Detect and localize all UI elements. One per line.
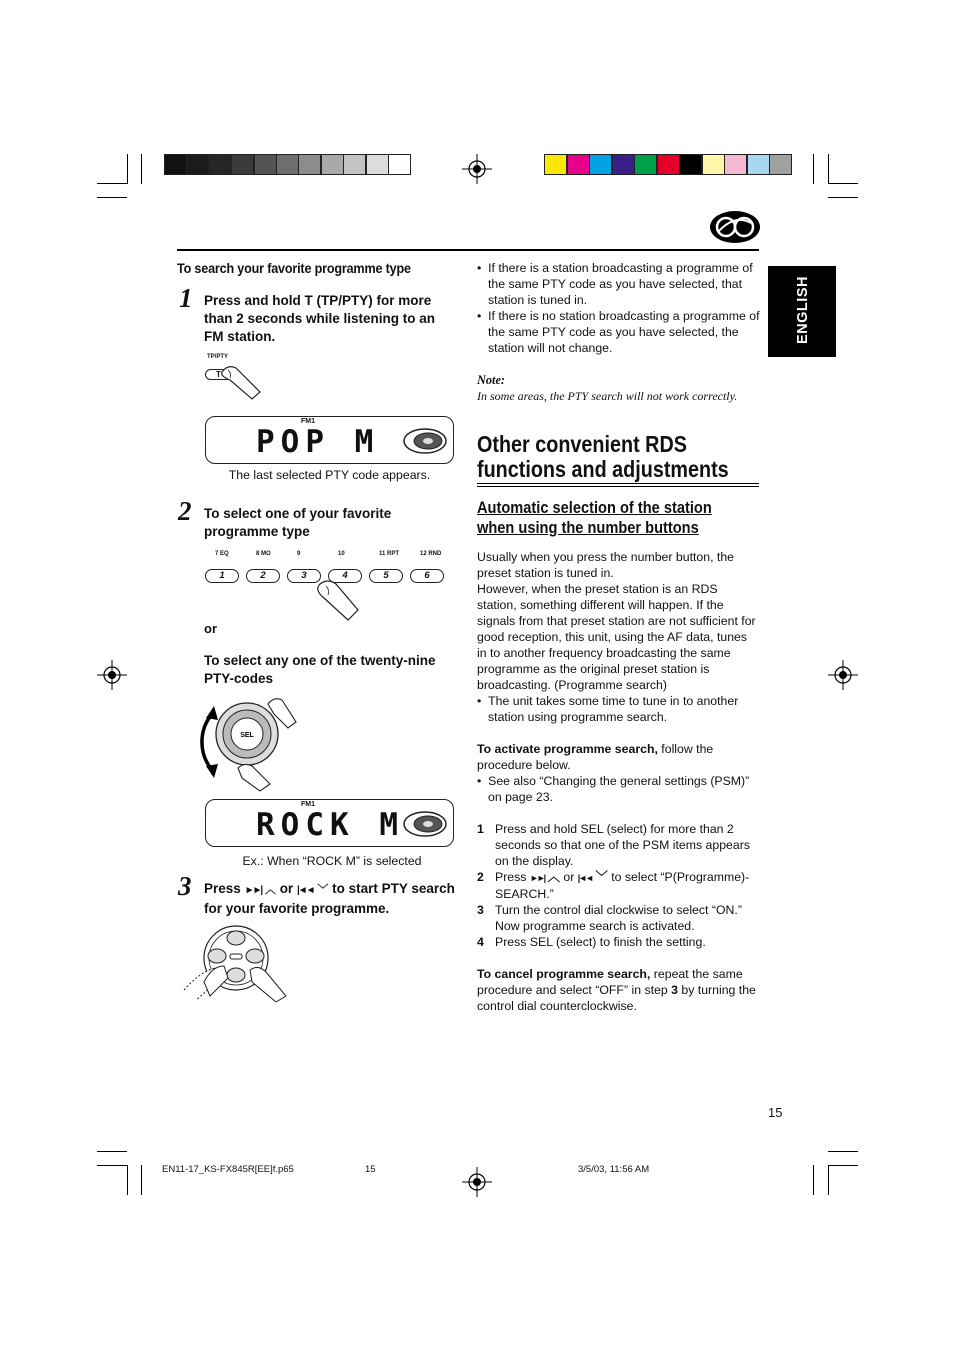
color-swatch [544, 154, 567, 175]
step-item: 4 Press SEL (select) to finish the setting. [477, 935, 706, 949]
step-number: 3 [178, 871, 192, 901]
color-swatch [702, 154, 725, 175]
crop-mark [828, 183, 858, 184]
up-chevron-icon: ︿ [264, 884, 276, 896]
top-rule [177, 249, 759, 251]
prev-track-icon: |◄◄ [577, 873, 593, 883]
color-swatch [679, 154, 702, 175]
disc-icon [402, 810, 448, 838]
color-swatch [747, 154, 770, 175]
subsection-title: Automatic selection of the station when using the number buttons [477, 498, 712, 537]
registration-mark-icon [828, 660, 858, 690]
step-text: To select one of your favorite programme type [204, 506, 392, 539]
lcd-text: POP M [256, 424, 380, 460]
crop-mark [813, 1165, 814, 1195]
page-number: 15 [768, 1105, 783, 1120]
lcd-text: ROCK M [256, 807, 404, 843]
crop-mark [828, 197, 858, 198]
step-text: Press and hold T (TP/PTY) for more than 2 seconds while listening to an FM station. [204, 293, 436, 344]
numbered-steps [477, 821, 759, 950]
finger-press-icon [218, 362, 266, 400]
activate-instructions: To activate programme search, follow the procedure below. • See also “Changing the general settings (PSM)” on page 23. [477, 742, 750, 804]
lcd-display-pop [205, 416, 454, 464]
crop-mark [813, 154, 814, 184]
registration-mark-icon [462, 154, 492, 184]
crop-mark [97, 183, 127, 184]
preset-button-1[interactable]: 1 [205, 569, 239, 583]
finger-press-icon [310, 578, 362, 622]
color-swatch [634, 154, 657, 175]
next-track-icon: ►►| [529, 873, 545, 883]
gray-swatch [276, 154, 299, 175]
footer-page: 15 [365, 1164, 376, 1175]
note-text: In some areas, the PTY search will not work correctly. [477, 389, 738, 403]
preset-button-4[interactable]: 4 [328, 569, 362, 583]
gray-swatch [298, 154, 321, 175]
or-text: or [204, 621, 217, 636]
preset-alt-label: 9 [297, 551, 301, 557]
disc-icon [402, 427, 448, 455]
dial-label: SEL [240, 732, 254, 739]
gray-swatch [366, 154, 389, 175]
preset-button-5[interactable]: 5 [369, 569, 403, 583]
color-swatch [724, 154, 747, 175]
display-caption: Ex.: When “ROCK M” is selected [242, 854, 422, 868]
crop-mark [828, 1151, 858, 1152]
paragraph: Usually when you press the number button, the preset station is tuned in. However, when the preset station is an RDS station, something different will happen. If the signals from that preset station are not sufficient for good reception, this unit, using the AF data, tunes in to another frequency broadcasting the same programme as the original preset station is broadcasting. (Programme search) • The unit takes some time to tune in to another station using programme search. [477, 550, 756, 724]
language-tab [768, 266, 836, 357]
color-swatch [567, 154, 590, 175]
gray-swatch [164, 154, 187, 175]
step-item: 1 Press and hold SEL (select) for more than 2 seconds so that one of the PSM items appears on the display. [477, 822, 750, 868]
preset-button-2[interactable]: 2 [246, 569, 280, 583]
gray-swatch [186, 154, 209, 175]
step-item: 3 Turn the control dial clockwise to select “ON.” Now programme search is activated. [477, 903, 742, 933]
preset-alt-label: 7 EQ [215, 551, 229, 557]
footer-date: 3/5/03, 11:56 AM [578, 1164, 650, 1175]
section-heading: To search your favorite programme type [177, 260, 411, 276]
preset-alt-label: 12 RND [420, 551, 442, 557]
crop-mark [127, 1165, 128, 1195]
gray-swatch [254, 154, 277, 175]
crop-mark [828, 1165, 829, 1195]
preset-alt-label: 11 RPT [379, 551, 400, 557]
note-label: Note: [477, 373, 505, 387]
crop-mark [828, 154, 829, 184]
color-swatch [612, 154, 635, 175]
crop-mark [97, 1165, 127, 1166]
down-chevron-icon: ﹀ [317, 884, 329, 896]
tp-pty-label: TP/PTY [207, 354, 229, 360]
color-swatch [589, 154, 612, 175]
step-number: 2 [178, 496, 192, 526]
crop-mark [127, 154, 128, 184]
step-text: Press ►►| ︿ or |◄◄ ﹀ to start PTY search for your favorite programme. [204, 881, 455, 916]
bullet-item: • If there is a station broadcasting a programme of the same PTY code as you have selected, that station is tuned in. [477, 261, 753, 307]
crop-mark [97, 1151, 127, 1152]
crop-mark [141, 154, 142, 184]
cursor-pad-icon[interactable] [182, 920, 292, 1002]
lcd-display-rock [205, 799, 454, 847]
preset-alt-label: 10 [338, 551, 345, 557]
step-text: To select any one of the twenty-nine PTY-codes [204, 653, 436, 686]
next-track-icon: ►►| [244, 885, 262, 896]
gray-swatch [231, 154, 254, 175]
section-title: Other convenient RDS functions and adjustments [477, 431, 729, 482]
gray-swatch [321, 154, 344, 175]
cancel-instructions: To cancel programme search, repeat the same procedure and select “OFF” in step 3 by turning the control dial counterclockwise. [477, 967, 756, 1013]
registration-mark-icon [97, 660, 127, 690]
color-swatch [769, 154, 792, 175]
display-caption: The last selected PTY code appears. [228, 468, 431, 482]
language-tab-label: ENGLISH [795, 276, 811, 344]
registration-mark-icon [462, 1167, 492, 1197]
control-dial-icon[interactable] [200, 692, 300, 792]
down-chevron-icon: ﹀ [595, 870, 608, 884]
gray-swatch [209, 154, 232, 175]
footer-filename: EN11-17_KS-FX845R[EE]f.p65 [162, 1164, 294, 1175]
prev-track-icon: |◄◄ [296, 885, 314, 896]
t-button: T [205, 369, 232, 380]
gray-swatch [388, 154, 411, 175]
preset-alt-label: 8 MO [256, 551, 271, 557]
title-rule [477, 483, 759, 484]
step-item: 2 Press ►►| ︿ or |◄◄ ﹀ to select “P(Programme)-SEARCH.” [477, 870, 750, 901]
crop-mark [97, 197, 127, 198]
rds-logo-icon [709, 210, 761, 244]
bullet-item: • If there is no station broadcasting a programme of the same PTY code as you have selected, the station will not change. [477, 309, 760, 355]
color-swatch [657, 154, 680, 175]
band-indicator: FM1 [301, 418, 315, 425]
band-indicator: FM1 [301, 801, 315, 808]
crop-mark [141, 1165, 142, 1195]
preset-button-3[interactable]: 3 [287, 569, 321, 583]
gray-swatch [343, 154, 366, 175]
step-number: 1 [179, 283, 193, 313]
up-chevron-icon: ︿ [547, 870, 560, 884]
preset-button-6[interactable]: 6 [410, 569, 444, 583]
crop-mark [828, 1165, 858, 1166]
title-rule [477, 486, 759, 487]
